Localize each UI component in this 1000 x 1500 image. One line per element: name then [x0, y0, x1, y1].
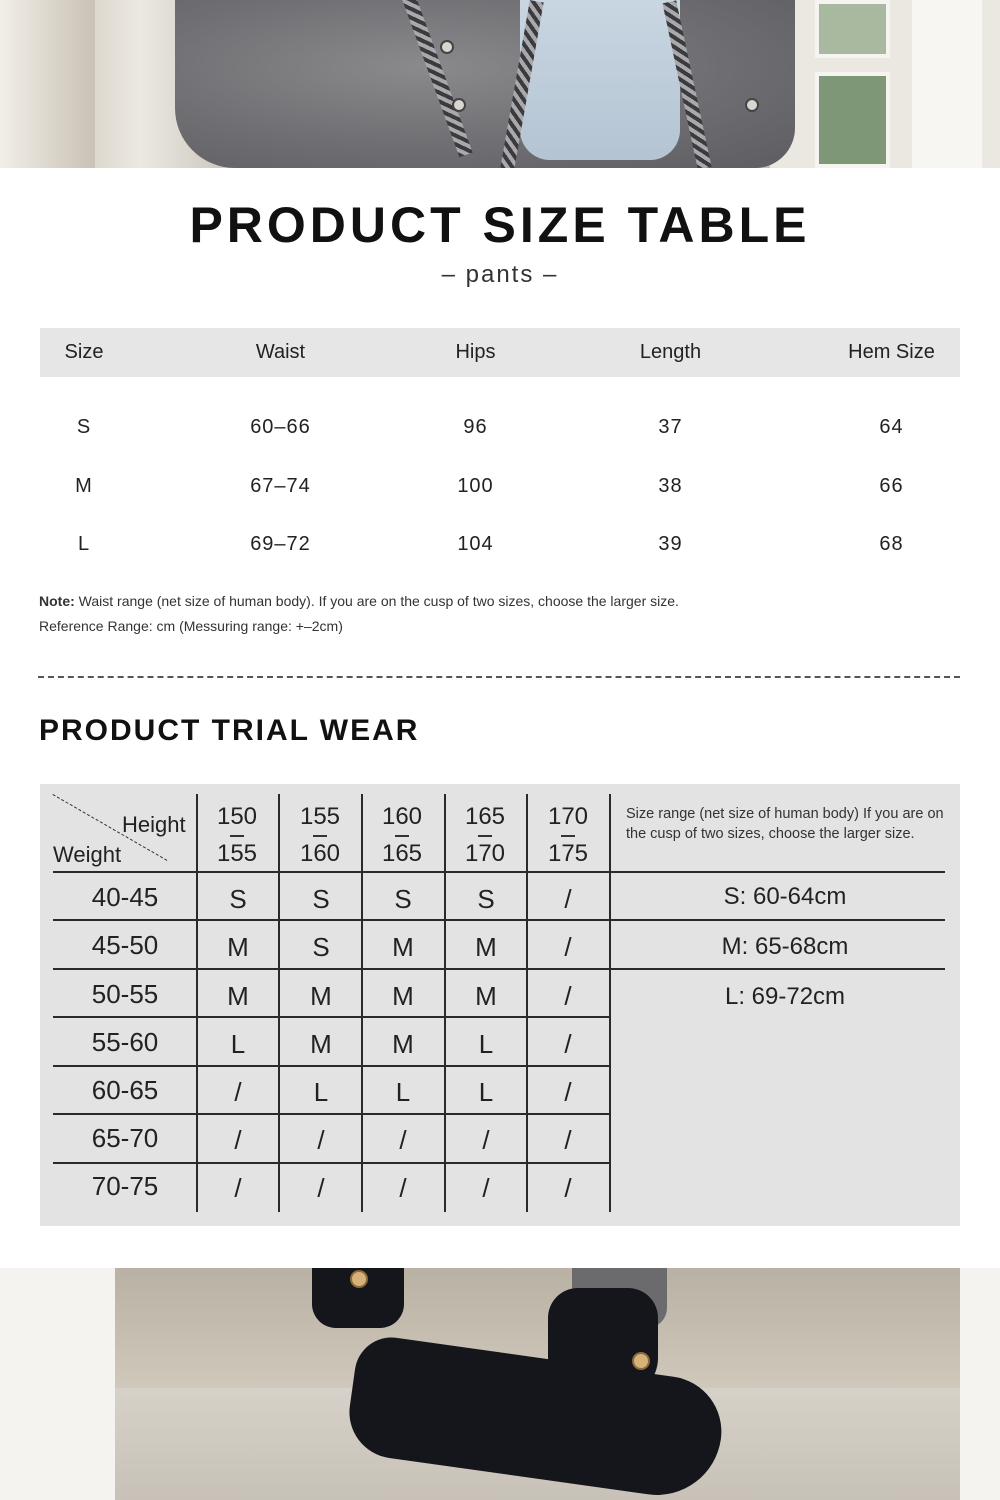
cell-size: M: [75, 474, 93, 497]
size-cell: M: [310, 1029, 332, 1059]
window-pane: [912, 0, 982, 168]
weight-label: 60-65: [91, 1075, 159, 1105]
cell-length: 38: [658, 474, 683, 497]
jacket-button: [452, 98, 466, 112]
height-range-dash: [478, 835, 492, 837]
bottom-product-photo: [0, 1268, 1000, 1500]
size-cell: /: [317, 1173, 325, 1203]
note-label: Note:: [39, 593, 75, 609]
table-row: [40, 407, 960, 447]
cell-hips: 100: [457, 474, 494, 497]
height-to: 175: [547, 840, 589, 867]
size-cell: S: [312, 932, 330, 962]
size-cell: /: [234, 1077, 242, 1107]
size-cell: /: [482, 1173, 490, 1203]
weight-label: 65-70: [91, 1123, 159, 1153]
knit-sweater: [520, 0, 680, 160]
cell-length: 37: [658, 415, 683, 438]
grid-line: [53, 1162, 611, 1164]
size-cell: /: [234, 1125, 242, 1155]
height-to: 170: [464, 840, 506, 867]
size-cell: S: [477, 884, 495, 914]
table-row: [40, 524, 960, 564]
header-hem-size: Hem Size: [848, 341, 935, 363]
trial-section-title: PRODUCT TRIAL WEAR: [39, 714, 420, 747]
cell-hem-size: 64: [879, 415, 904, 438]
height-range-dash: [561, 835, 575, 837]
header-waist: Waist: [255, 341, 306, 363]
size-cell: M: [227, 981, 249, 1011]
size-cell: /: [564, 981, 572, 1011]
grid-line: [53, 1016, 611, 1018]
weight-label: 55-60: [91, 1027, 159, 1057]
cell-waist: 67–74: [250, 474, 311, 497]
size-cell: M: [475, 981, 497, 1011]
header-length: Length: [639, 341, 702, 363]
size-cell: /: [564, 1029, 572, 1059]
size-range-m: M: 65-68cm: [721, 933, 849, 960]
weight-label: 70-75: [91, 1171, 159, 1201]
size-cell: M: [392, 981, 414, 1011]
grid-line: [53, 871, 945, 873]
size-cell: S: [394, 884, 412, 914]
height-to: 165: [381, 840, 423, 867]
page-title: PRODUCT SIZE TABLE: [189, 197, 811, 253]
window-frame: [0, 0, 95, 168]
cell-hem-size: 66: [879, 474, 904, 497]
cell-hips: 104: [457, 532, 494, 555]
grid-line: [53, 1113, 611, 1115]
size-table-header: [40, 328, 960, 377]
size-range-note: Size range (net size of human body) If you are on the cusp of two sizes, choose the larger size.: [626, 806, 944, 842]
size-cell: /: [234, 1173, 242, 1203]
height-from: 150: [216, 803, 258, 830]
cell-waist: 60–66: [250, 415, 311, 438]
shoe-ornament: [632, 1352, 650, 1370]
size-cell: L: [313, 1077, 329, 1107]
height-to: 155: [216, 840, 258, 867]
height-from: 170: [547, 803, 589, 830]
weight-label: 40-45: [91, 882, 159, 912]
weight-axis-label: Weight: [53, 842, 122, 867]
size-cell: /: [564, 1173, 572, 1203]
door-frame: [960, 1268, 1000, 1500]
size-cell: S: [312, 884, 330, 914]
jacket-button: [440, 40, 454, 54]
size-cell: L: [395, 1077, 411, 1107]
size-cell: /: [482, 1125, 490, 1155]
size-cell: /: [564, 1077, 572, 1107]
window-pane: [815, 0, 890, 58]
size-cell: L: [478, 1077, 494, 1107]
weight-label: 45-50: [91, 930, 159, 960]
cell-hem-size: 68: [879, 532, 904, 555]
height-from: 165: [464, 803, 506, 830]
weight-label: 50-55: [91, 979, 159, 1009]
size-cell: L: [478, 1029, 494, 1059]
jacket-button: [745, 98, 759, 112]
page-subtitle: – pants –: [441, 261, 559, 288]
height-from: 160: [381, 803, 423, 830]
size-cell: M: [227, 932, 249, 962]
note-text: Waist range (net size of human body). If you are on the cusp of two sizes, choose the larger size.: [78, 593, 679, 609]
cell-waist: 69–72: [250, 532, 311, 555]
cell-hips: 96: [463, 415, 488, 438]
size-cell: /: [564, 884, 572, 914]
cell-size: S: [76, 415, 92, 438]
size-range-s: S: 60-64cm: [723, 883, 847, 910]
cell-length: 39: [658, 532, 683, 555]
table-row: [40, 466, 960, 506]
grid-line: [53, 919, 945, 921]
grid-line: [609, 794, 611, 1212]
height-axis-label: Height: [122, 812, 186, 837]
size-note: [39, 593, 679, 609]
size-cell: /: [564, 932, 572, 962]
height-to: 160: [299, 840, 341, 867]
black-mary-jane-shoe: [548, 1288, 658, 1398]
section-divider: [38, 676, 960, 678]
size-cell: /: [399, 1125, 407, 1155]
size-cell: /: [564, 1125, 572, 1155]
cell-size: L: [77, 532, 91, 555]
size-cell: L: [230, 1029, 246, 1059]
grid-line: [53, 1065, 611, 1067]
header-hips: Hips: [455, 341, 496, 363]
height-from: 155: [299, 803, 341, 830]
size-cell: M: [392, 932, 414, 962]
size-cell: /: [317, 1125, 325, 1155]
reference-range: Reference Range: cm (Messuring range: +–2cm): [39, 618, 343, 634]
height-range-dash: [395, 835, 409, 837]
top-product-photo: [0, 0, 1000, 168]
size-cell: M: [392, 1029, 414, 1059]
size-cell: M: [475, 932, 497, 962]
window-pane: [815, 72, 890, 168]
grid-line: [53, 968, 945, 970]
size-range-l: L: 69-72cm: [724, 983, 846, 1010]
shoe-ornament: [350, 1270, 368, 1288]
size-cell: S: [229, 884, 247, 914]
height-range-dash: [313, 835, 327, 837]
door-frame: [0, 1268, 115, 1500]
height-range-dash: [230, 835, 244, 837]
size-cell: /: [399, 1173, 407, 1203]
header-size: Size: [64, 341, 104, 363]
size-cell: M: [310, 981, 332, 1011]
